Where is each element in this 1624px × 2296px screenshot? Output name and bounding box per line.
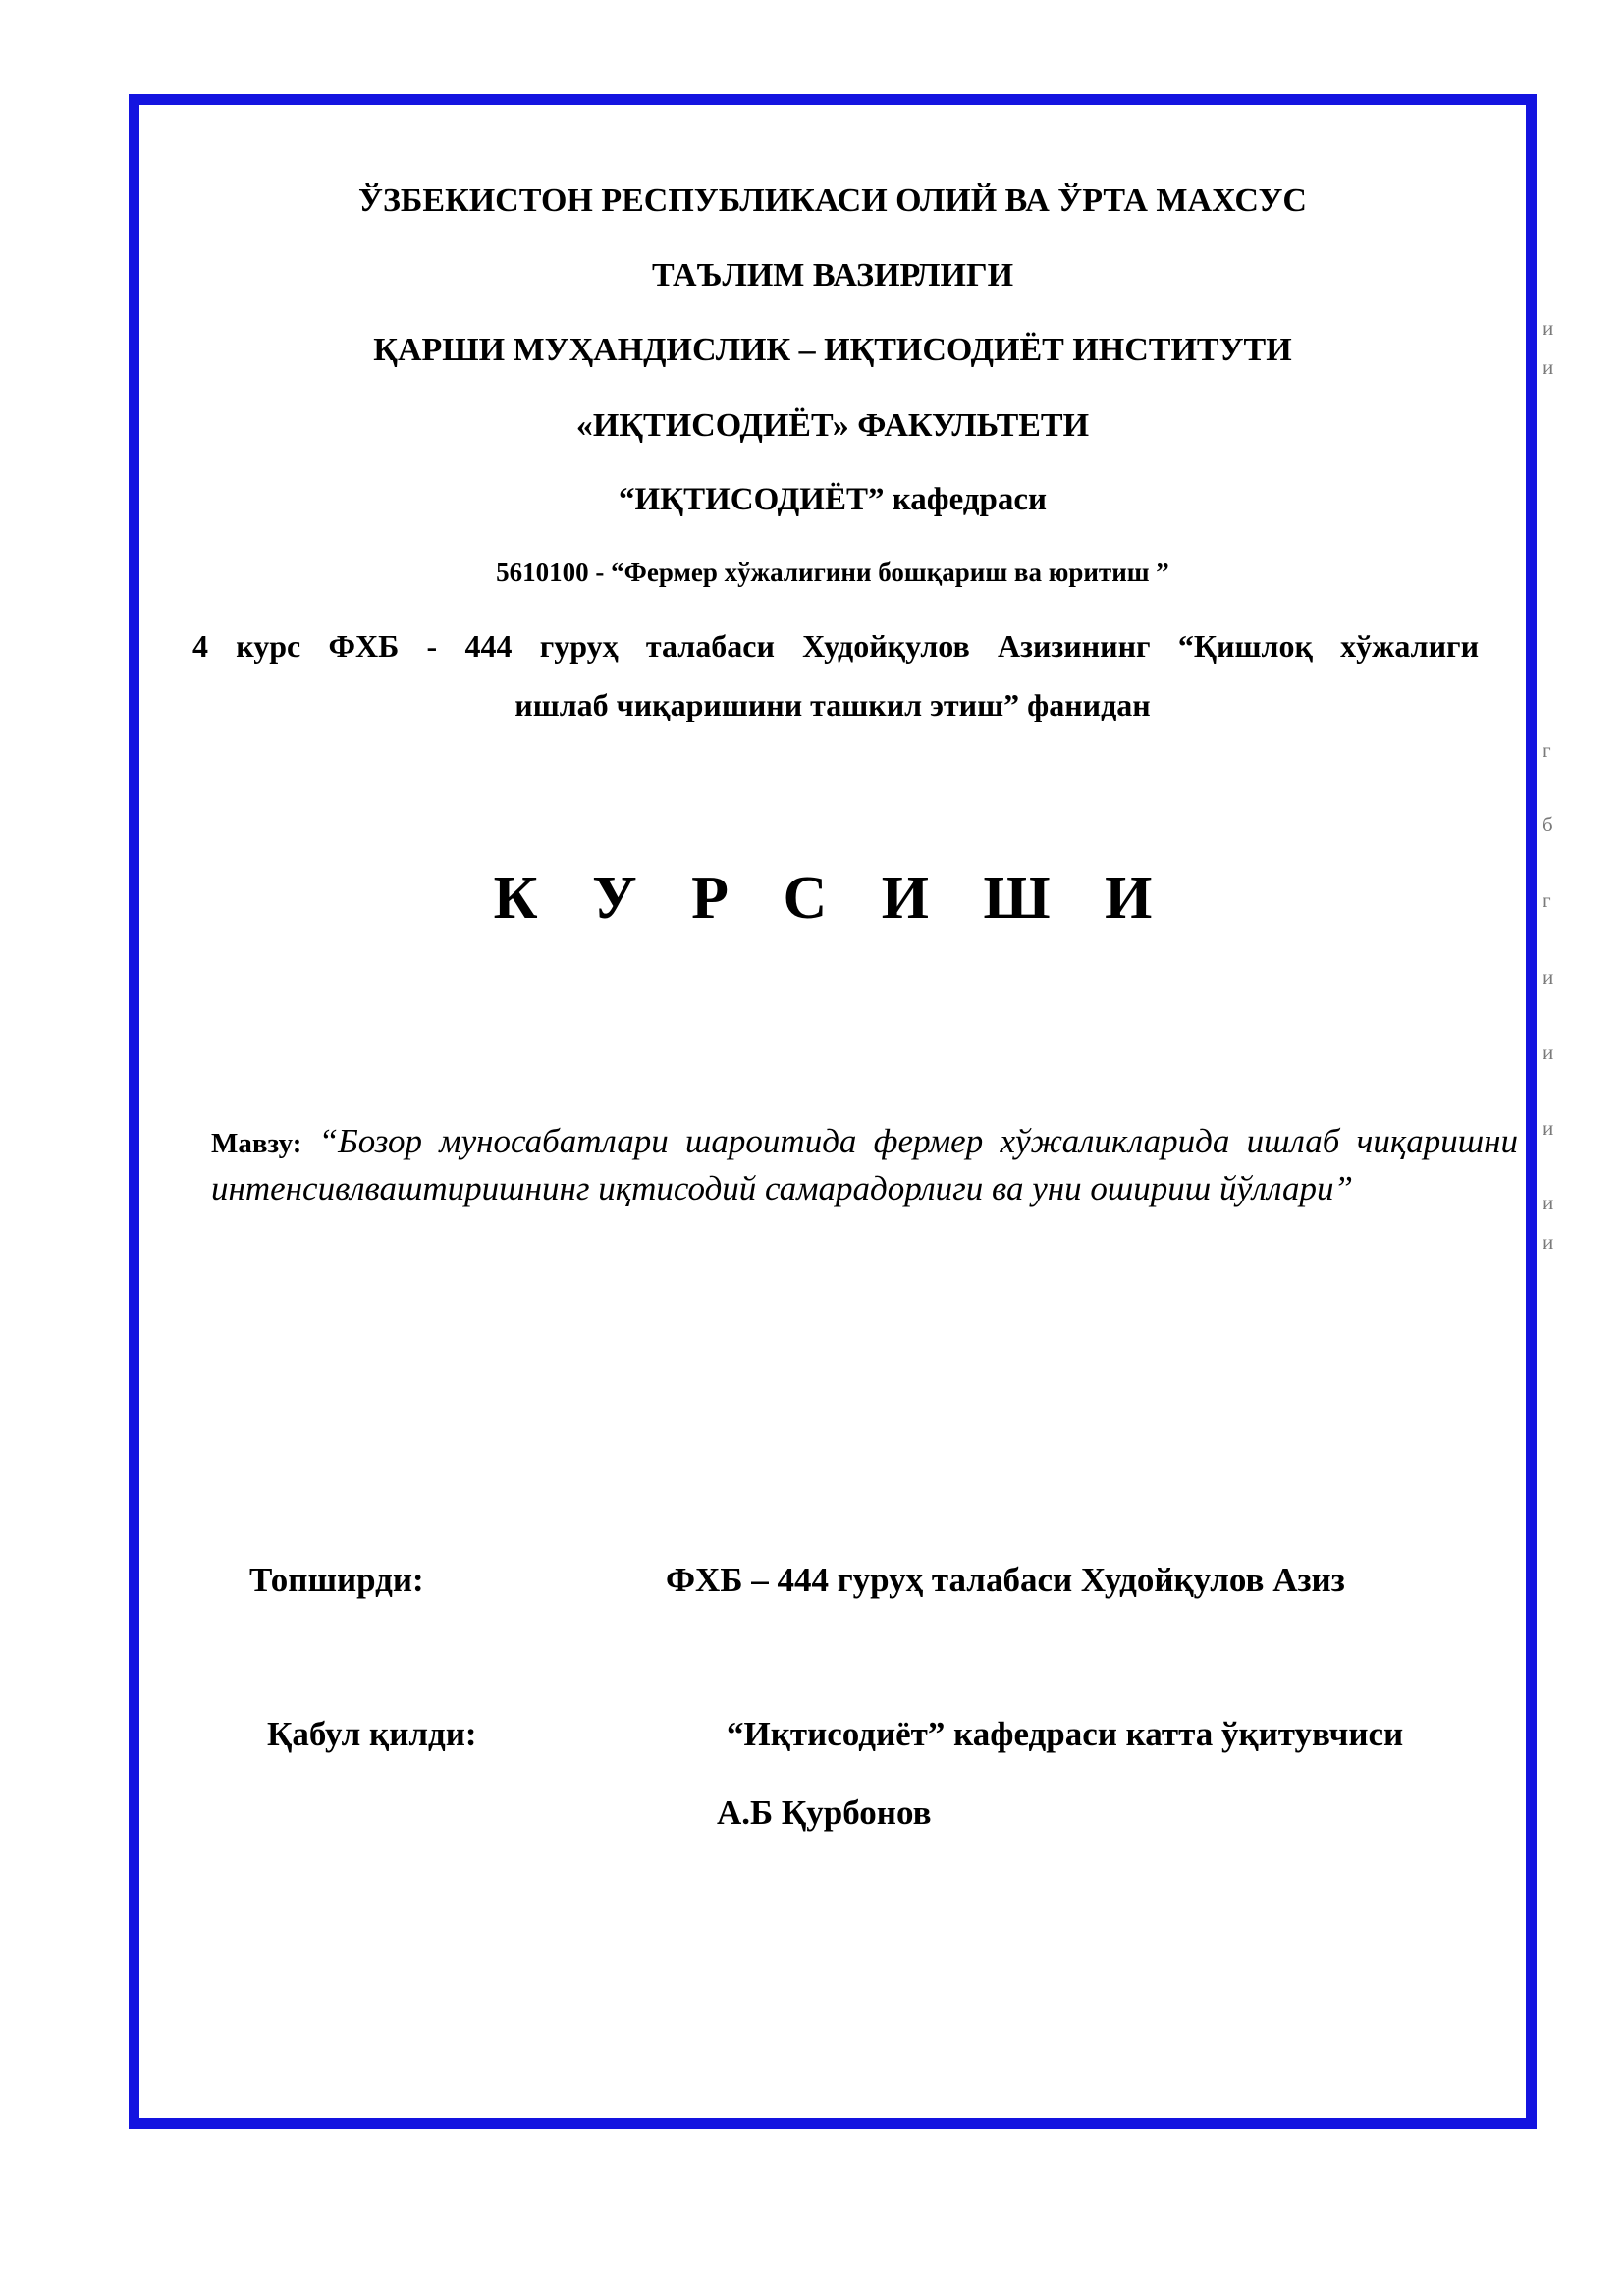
topic-label: Мавзу:: [211, 1128, 302, 1159]
accepted-value: “Иқтисодиёт” кафедраси катта ўқитувчиси: [727, 1715, 1404, 1753]
margin-fragment: и: [1543, 1230, 1554, 1254]
submitted-label: Топширди:: [249, 1561, 424, 1599]
ministry-heading-line-1: ЎЗБЕКИСТОН РЕСПУБЛИКАСИ ОЛИЙ ВА ЎРТА МАХСУС: [358, 183, 1307, 219]
specialty-line: 5610100 - “Фермер хўжалигини бошқариш ва юритиш ”: [496, 558, 1169, 587]
faculty-name: «ИҚТИСОДИЁТ» ФАКУЛЬТЕТИ: [575, 407, 1090, 444]
margin-fragment: и: [1543, 316, 1554, 340]
student-course-line-1: 4 курс ФХБ - 444 гуруҳ талабаси Худойқулов Азизининг “Қишлоқ хўжалиги: [192, 628, 1479, 664]
margin-fragment: б: [1543, 813, 1553, 836]
student-course-line-2: ишлаб чиқаришини ташкил этиш” фанидан: [514, 687, 1151, 722]
topic-text: “Бозор муносабатлари шароитида фермер хўжаликларида ишлаб чиқаришни интенсивлваштиришнинг иқтисодий самарадорлиги ва уни ошириш йўллари”: [211, 1122, 1518, 1207]
submitted-value: ФХБ – 444 гуруҳ талабаси Худойқулов Азиз: [666, 1561, 1345, 1599]
topic-paragraph: [211, 1119, 1518, 1211]
accepted-name: А.Б Қурбонов: [717, 1793, 932, 1832]
margin-fragment: и: [1543, 1116, 1554, 1140]
margin-fragment: г: [1543, 888, 1551, 912]
department-name: “ИҚТИСОДИЁТ” кафедраси: [618, 482, 1048, 517]
institute-name: ҚАРШИ МУҲАНДИСЛИК – ИҚТИСОДИЁТ ИНСТИТУТИ: [373, 332, 1292, 368]
ministry-heading-line-2: ТАЪЛИМ ВАЗИРЛИГИ: [651, 257, 1014, 294]
margin-fragment: и: [1543, 355, 1554, 379]
document-title: К У Р С И Ш И: [493, 865, 1172, 932]
margin-fragment: и: [1543, 1191, 1554, 1214]
margin-fragment: и: [1543, 965, 1554, 988]
margin-fragment: и: [1543, 1041, 1554, 1064]
margin-fragment: г: [1543, 738, 1551, 762]
accepted-label: Қабул қилди:: [267, 1715, 477, 1753]
